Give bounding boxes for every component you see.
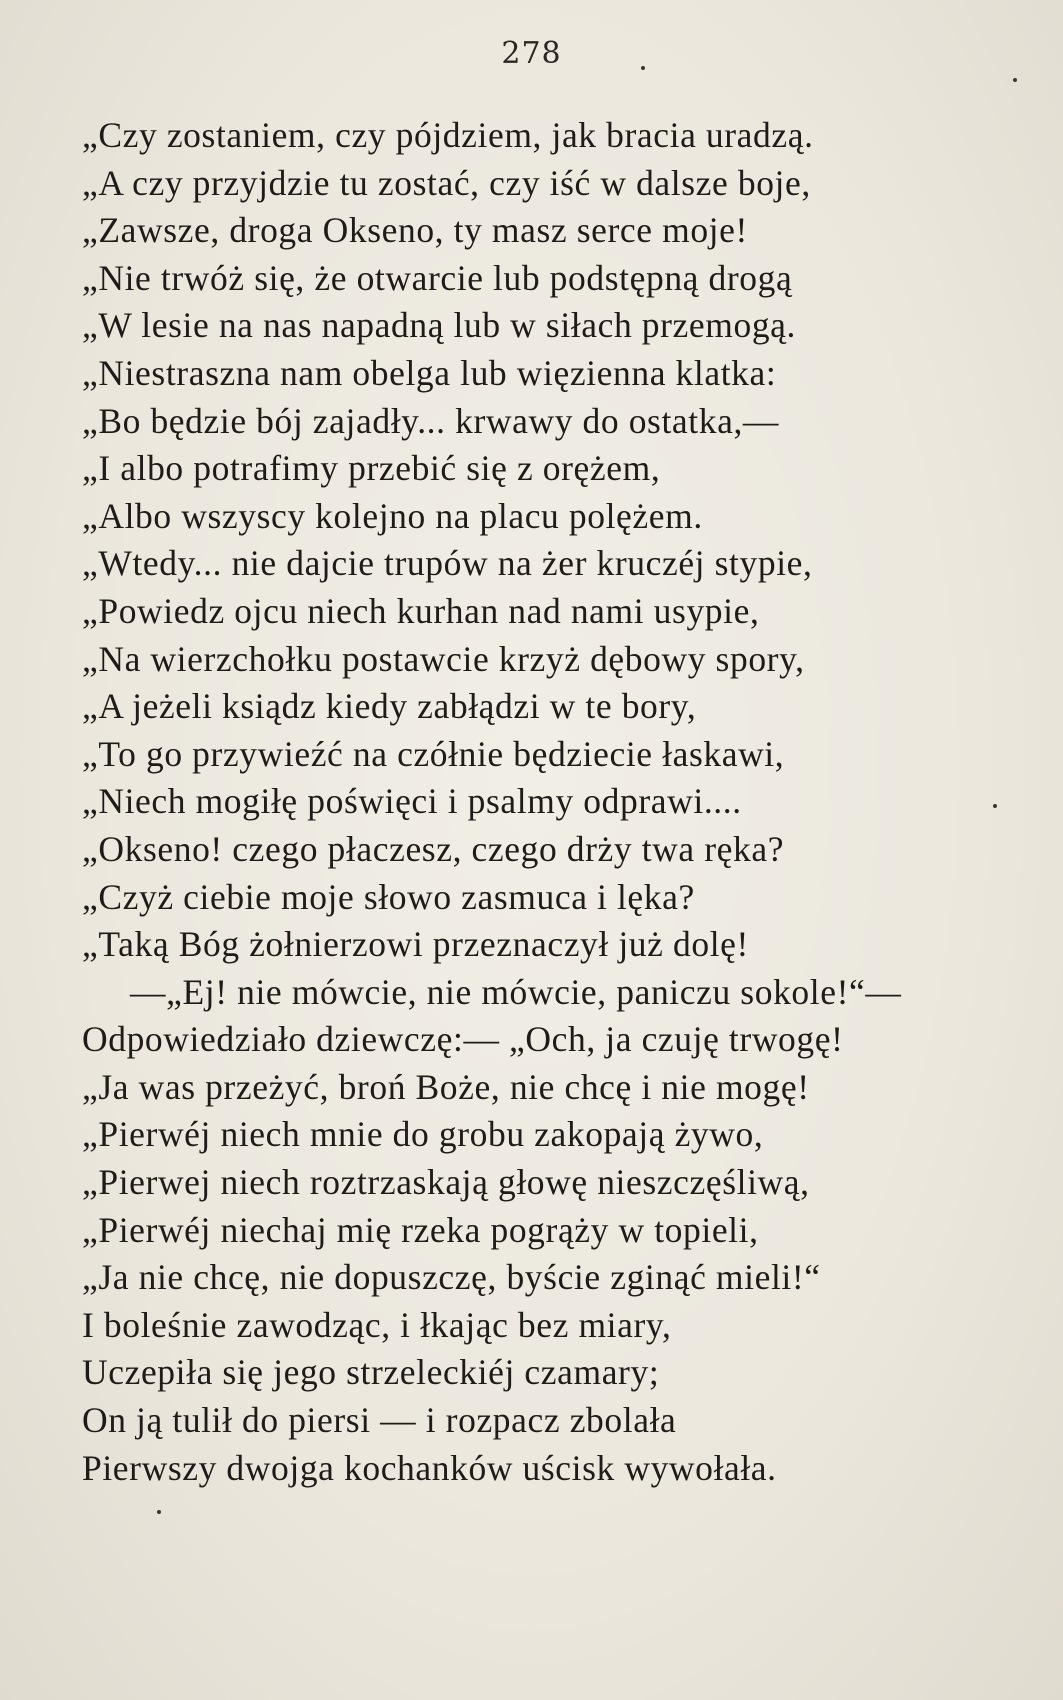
poem-line: „Wtedy... nie dajcie trupów na żer kruczéj stypie, [82,543,813,584]
paper-speck [1013,78,1017,82]
poem-line: „Albo wszyscy kolejno na placu polężem. [82,495,703,536]
poem-line: On ją tulił do piersi — i rozpacz zbolała [82,1400,677,1441]
poem-line: „Nie trwóż się, że otwarcie lub podstępną drogą [82,257,793,298]
page-number: 278 [501,36,562,71]
poem-line: „Niestraszna nam obelga lub więzienna klatka: [82,352,777,393]
poem-line: „Zawsze, droga Okseno, ty masz serce moje! [82,210,748,251]
poem-line: Odpowiedziało dziewczę:— „Och, ja czuję trwogę! [82,1019,844,1060]
poem-line: —„Ej! nie mówcie, nie mówcie, paniczu sokole!“— [130,971,902,1012]
poem-text [82,112,1012,1492]
poem-line: Pierwszy dwojga kochanków uścisk wywołała. [82,1447,777,1488]
poem-line: „Powiedz ojcu niech kurhan nad nami usypie, [82,590,760,631]
paper-speck [157,1510,161,1514]
poem-line: „A jeżeli ksiądz kiedy zabłądzi w te bory, [82,686,697,727]
poem-line: „Taką Bóg żołnierzowi przeznaczył już dolę! [82,924,749,965]
poem-line: „I albo potrafimy przebić się z orężem, [82,448,661,489]
poem-line: „Czyż ciebie moje słowo zasmuca i lęka? [82,876,695,917]
poem-line: „Bo będzie bój zajadły... krwawy do ostatka,— [82,400,780,441]
poem-line: „Pierwéj niechaj mię rzeka pogrąży w topieli, [82,1209,759,1250]
poem-line: „A czy przyjdzie tu zostać, czy iść w dalsze boje, [82,162,811,203]
poem-line: „Ja was przeżyć, broń Boże, nie chcę i nie mogę! [82,1066,810,1107]
poem-line: „Niech mogiłę poświęci i psalmy odprawi.... [82,781,742,822]
poem-line: „Czy zostaniem, czy pójdziem, jak bracia uradzą. [82,115,814,155]
poem-line: I boleśnie zawodząc, i łkając bez miary, [82,1304,672,1345]
poem-line: „Okseno! czego płaczesz, czego drży twa ręka? [82,828,785,869]
poem-line: „To go przywieźć na czółnie będziecie łaskawi, [82,733,785,774]
poem-line: „Pierwej niech roztrzaskają głowę nieszczęśliwą, [82,1162,810,1203]
poem-line: „Na wierzchołku postawcie krzyż dębowy spory, [82,638,805,679]
poem-line: Uczepiła się jego strzeleckiéj czamary; [82,1352,660,1393]
poem-line: „Pierwéj niech mnie do grobu zakopają żywo, [82,1114,764,1155]
paper-speck [641,66,645,70]
poem-line: „W lesie na nas napadną lub w siłach przemogą. [82,305,797,346]
poem-line: „Ja nie chcę, nie dopuszczę, byście zginąć mieli!“ [82,1257,821,1298]
